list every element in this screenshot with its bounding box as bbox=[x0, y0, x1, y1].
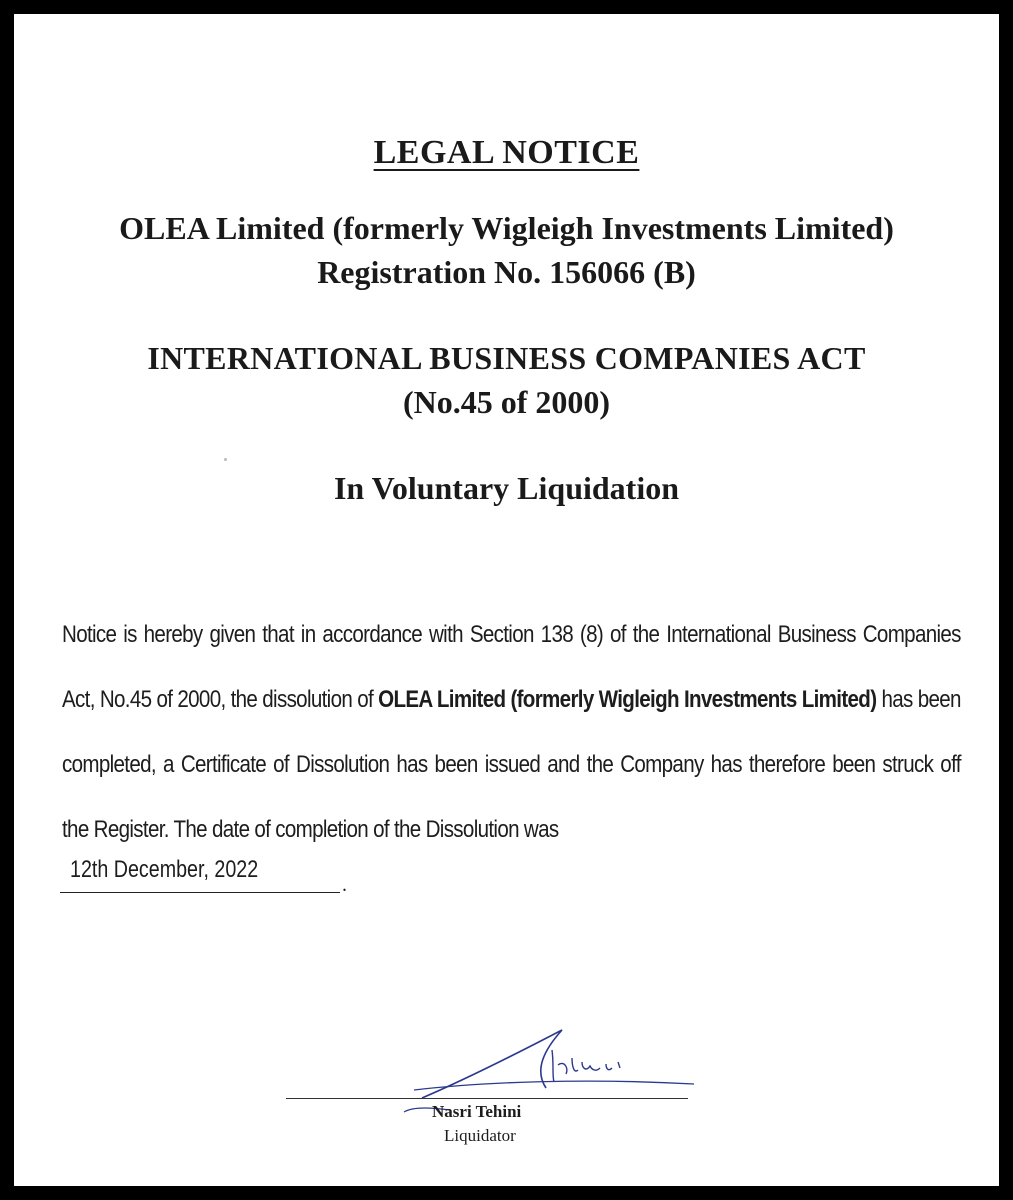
signer-name: Nasri Tehini bbox=[432, 1102, 522, 1121]
signature-line bbox=[286, 1098, 688, 1099]
completion-date: 12th December, 2022 bbox=[70, 856, 259, 883]
notice-page bbox=[14, 14, 999, 1186]
company-name: OLEA Limited (formerly Wigleigh Investments Limited) bbox=[119, 210, 894, 246]
signer-role: Liquidator bbox=[444, 1126, 516, 1145]
notice-heading: LEGAL NOTICE bbox=[373, 134, 640, 171]
date-end-punct: . bbox=[342, 874, 347, 896]
act-number: (No.45 of 2000) bbox=[402, 384, 611, 420]
date-underline bbox=[60, 890, 340, 893]
liquidation-status: In Voluntary Liquidation bbox=[333, 470, 680, 506]
notice-body bbox=[62, 602, 961, 862]
body-text-part1: Notice is hereby given that in accordance with Section 138 (8) of the International Business Companies Act, No.45 of 2000, the dissolution of bbox=[62, 621, 961, 713]
body-company-name: OLEA Limited (formerly Wigleigh Investments Limited) bbox=[378, 686, 877, 713]
body-text-part2: has been completed, a Certificate of Dissolution has been issued and the Company has therefore been struck off the Register. The date of completion of the Dissolution was bbox=[62, 686, 961, 843]
act-title: INTERNATIONAL BUSINESS COMPANIES ACT bbox=[147, 340, 866, 376]
registration-number: Registration No. 156066 (B) bbox=[317, 254, 696, 290]
paper-speck bbox=[224, 458, 227, 461]
